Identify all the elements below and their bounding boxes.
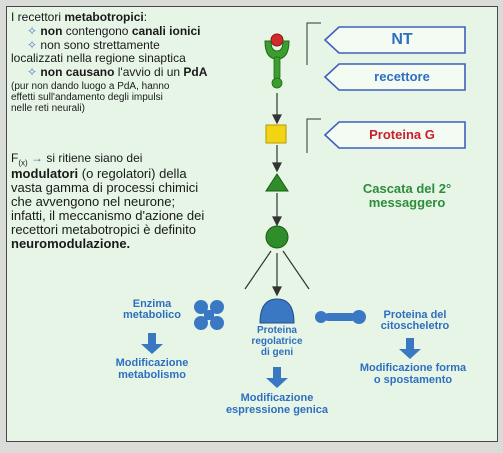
modulation-line-4: che avvengono nel neurone;	[11, 194, 176, 209]
receptor-label: recettore	[374, 69, 430, 84]
bullet-2-continued: localizzati nella regione sinaptica	[11, 51, 186, 65]
shape-effect-line-1: Modificazione forma	[359, 362, 467, 374]
gene-protein-label-line-1: Proteina	[256, 325, 297, 336]
gene-expression-effect-line-2: espressione genica	[225, 404, 329, 416]
neuromodulation-term: neuromodulazione.	[11, 236, 131, 251]
enzyme-label-line-2: metabolico	[122, 309, 182, 321]
g-protein-label: Proteina G	[369, 127, 435, 142]
bullet-3: ✧ non causano l'avvio di un PdA	[27, 65, 208, 79]
bullet-2: ✧ non sono strettamente	[27, 38, 160, 52]
second-messenger-label-line-2: messaggero	[368, 195, 446, 210]
gene-protein-label-line-3: di geni	[260, 347, 294, 358]
intro-heading: I recettori metabotropici:	[11, 10, 148, 24]
metabolism-effect-line-2: metabolismo	[118, 369, 186, 381]
diamond-bullet-icon: ✧	[27, 38, 38, 52]
cytoskeleton-label-line-1: Proteina del	[383, 309, 447, 321]
metabolism-effect-line-1: Modificazione	[115, 357, 189, 369]
enzyme-label-line-1: Enzima	[132, 298, 172, 310]
arrow-right-icon: →	[31, 151, 44, 165]
modulation-line-6: recettori metabotropici è definito	[11, 222, 196, 237]
cytoskeleton-label-line-2: citoscheletro	[380, 320, 450, 332]
slide	[6, 6, 498, 442]
modulation-line-3: vasta gamma di processi chimici	[11, 180, 199, 195]
gene-protein-label-line-2: regolatrice	[251, 336, 303, 347]
diamond-bullet-icon: ✧	[27, 65, 38, 79]
diamond-bullet-icon: ✧	[27, 24, 38, 38]
shape-effect-line-2: o spostamento	[373, 374, 453, 386]
note-line-2: effetti sull'andamento degli impulsi	[11, 92, 163, 103]
gene-expression-effect-line-1: Modificazione	[240, 392, 314, 404]
modulators-line: modulatori (o regolatori) della	[11, 166, 187, 181]
nt-label: NT	[391, 31, 413, 48]
note-line-1: (pur non dando luogo a PdA, hanno	[11, 81, 170, 92]
note-line-3: nelle reti neurali)	[11, 103, 85, 114]
modulation-line-5: infatti, il meccanismo d'azione dei	[11, 208, 205, 223]
second-messenger-label-line-1: Cascata del 2°	[362, 181, 452, 196]
bullet-1: ✧ non contengono canali ionici	[27, 24, 201, 38]
function-line: $F_{(x)}$ → si ritiene siano dei	[11, 151, 143, 168]
